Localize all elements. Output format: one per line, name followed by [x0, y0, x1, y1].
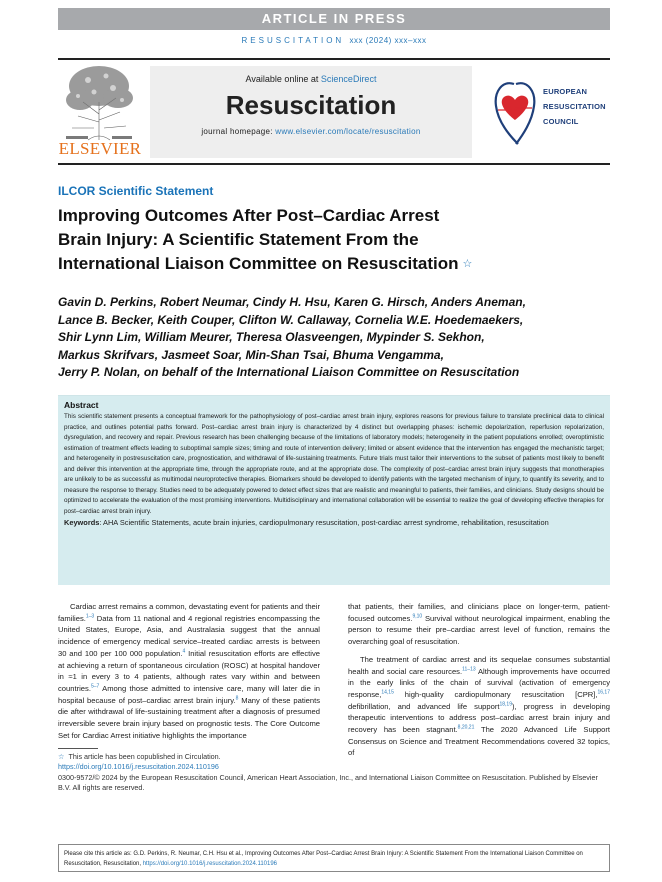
journal-homepage-line: journal homepage: www.elsevier.com/locate/resuscitation	[201, 127, 421, 136]
citation-box	[58, 844, 610, 872]
keywords-label: Keywords	[64, 518, 100, 527]
author-line-3: Shir Lynn Lim, William Meurer, Theresa Olasveengen, Mypinder S. Sekhon,	[58, 330, 485, 344]
citation-ref[interactable]: 8,20,21	[457, 724, 475, 731]
article-in-press-banner: ARTICLE IN PRESS	[58, 8, 610, 30]
running-head-year: xxx (2024) xxx–xxx	[349, 36, 427, 45]
body-column-right	[348, 601, 610, 759]
keywords-line	[64, 518, 604, 528]
journal-header-box	[150, 66, 472, 158]
erc-line-1: EUROPEAN	[543, 87, 588, 96]
running-head-journal: RESUSCITATION	[241, 36, 345, 45]
citation-ref[interactable]: 8	[235, 695, 239, 702]
doi-link[interactable]: https://doi.org/10.1016/j.resuscitation.2024.110196	[58, 762, 219, 772]
body-paragraph-2: The treatment of cardiac arrest and its sequelae consumes substantial health and social care resources.$^{11-13}$ Although improvements have occurred in the early links of the chain of survival (activation of emergency response,$^{14,15}$ high-quality cardiopulmonary resuscitation [CPR],$^{16,17}$ defibrillation, and advanced life support$^{18,19}$), progress in developing therapeutic interventions to address post–cardiac arrest brain injury and recovery has been stagnant.$^{8,20,21}$ The 2020 Advanced Life Support Consensus on Science and Treatment Recommendations covered 32 topics, of	[348, 654, 611, 758]
article-title	[58, 204, 578, 276]
journal-title: Resuscitation	[225, 90, 397, 120]
copublished-note: ☆ This article has been copublished in Circulation.	[58, 752, 221, 761]
title-footnote-star-icon[interactable]: ☆	[462, 258, 473, 270]
author-list	[58, 294, 610, 382]
author-line-1: Gavin D. Perkins, Robert Neumar, Cindy H. Hsu, Karen G. Hirsch, Anders Aneman,	[58, 295, 526, 309]
header-bottom-rule	[58, 163, 610, 165]
body-paragraph-1-continued: that patients, their families, and clinicians place on longer-term, patient-focused outcomes.$^{9,10}$ Survival without neurological impairment, enabling the person to resume their pre–cardiac arrest level of function, remains the overarching goal of resuscitation.	[348, 602, 610, 647]
author-line-2: Lance B. Becker, Keith Couper, Clifton W. Callaway, Cornelia W.E. Hoedemaekers,	[58, 312, 524, 327]
citation-ref[interactable]: 16,17	[597, 689, 610, 696]
running-head	[58, 36, 610, 45]
title-line-2: Brain Injury: A Scientific Statement From the	[58, 230, 419, 249]
abstract-heading: Abstract	[64, 400, 99, 410]
footnotes	[58, 752, 610, 794]
citation-doi-link[interactable]: https://doi.org/10.1016/j.resuscitation.2024.110196	[142, 861, 278, 867]
footnote-star-icon: ☆	[58, 752, 65, 761]
abstract-box	[58, 395, 610, 585]
body-paragraph-1: Cardiac arrest remains a common, devastating event for patients and their families.$^{1-3}$ Data from 11 national and 4 regional registries encompassing the United States, Europe, Asia, and Australasia suggest that the annual incidence of emergency medical service–treated cardiac arrests is between 30 and 100 per 100 000 population.$^4$ Initial resuscitation efforts are effective at achieving a return of spontaneous circulation (ROSC) at hospital handover in ≈1 in every 3 to 4 patients, although rates vary within and between countries.$^{5-7}$ Among those admitted to intensive care, many will later die in hospital because of post–cardiac arrest brain injury.$^8$ Many of these patients die after withdrawal of life-sustaining treatment after a diagnosis of presumed irreversible severe brain injury based on prognostic tests. The Core Outcome Set for Cardiac Arrest initiative highlights the importance	[58, 602, 321, 740]
header-top-rule	[58, 58, 610, 60]
footnote-rule	[58, 748, 98, 749]
erc-line-2: RESUSCITATION	[543, 102, 606, 111]
keywords-text: : AHA Scientific Statements, acute brain injuries, cardiopulmonary resuscitation, post-cardiac arrest syndrome, rehabilitation, resuscitation	[99, 518, 549, 527]
citation-ref[interactable]: 5–7	[90, 683, 100, 690]
title-line-1: Improving Outcomes After Post–Cardiac Arrest	[58, 206, 440, 225]
citation-ref[interactable]: 18,19	[499, 701, 512, 708]
citation-ref[interactable]: 11–13	[462, 665, 476, 672]
copyright-notice: 0300-9572/© 2024 by the European Resuscitation Council, American Heart Association, Inc., and International Liaison Committee on Resuscitation. Published by Elsevier B.V. All rights are reserved.	[58, 772, 598, 793]
author-line-4: Markus Skrifvars, Jasmeet Soar, Min-Shan Tsai, Bhuma Vengamma,	[58, 347, 444, 362]
erc-wordmark	[543, 84, 606, 129]
citation-ref[interactable]: 1–3	[85, 613, 95, 620]
citation-ref[interactable]: 14,15	[381, 689, 394, 696]
elsevier-wordmark: ELSEVIER	[58, 139, 142, 158]
citation-ref[interactable]: 9,10	[412, 613, 423, 620]
availability-line: Available online at ScienceDirect	[245, 74, 377, 84]
body-column-left	[58, 601, 320, 741]
citation-text: Please cite this article as: G.D. Perkins, R. Neumar, C.H. Hsu et al., Improving Outcomes After Post–Cardiac Arrest Brain Injury: A Scientific Statement From the International Liaison Committee on Resuscitation, Resuscitation,	[64, 851, 583, 867]
author-line-5: Jerry P. Nolan, on behalf of the International Liaison Committee on Resuscitation	[58, 365, 520, 379]
title-line-3: International Liaison Committee on Resuscitation	[58, 254, 459, 273]
abstract-text: This scientific statement presents a conceptual framework for the pathophysiology of post–cardiac arrest brain injury, explores reasons for previous failure to translate preclinical data to clinical practice, and outlines potential paths forward. Post–cardiac arrest brain injury is characterized by 4 distinct but overlapping phases: ischemic depolarization, reperfusion repolarization, dysregulation, and recovery and repair. Previous research has been challenging because of the limitations of laboratory models; heterogeneity in the patient populations enrolled; overoptimistic estimation of treatment effects leading to suboptimal sample sizes; timing and route of intervention delivery; limited or absent evidence that the intervention has engaged the mechanistic target; and heterogeneity in postresuscitation care, prognostication, and withdrawal of life-sustaining treatments. Future trials must tailor their interventions to the subset of patients most likely to benefit and deliver this intervention at the appropriate time, through the appropriate route, and at the appropriate dose. The complexity of post–cardiac arrest brain injury suggests that monotherapies are unlikely to be as successful as multimodal neuroprotective therapies. Biomarkers should be developed to identify patients with the targeted mechanism of injury, to quantify its severity, and to measure the response to therapy. Studies need to be adequately powered to detect effect sizes that are realistic and meaningful to patients, their families, and clinicians. Study designs should be optimized to accelerate the evaluation of the most promising interventions. Multidisciplinary and international collaboration will be essential to realize the goal of developing effective therapies for post–cardiac arrest brain injury.	[64, 413, 604, 515]
sciencedirect-link[interactable]: ScienceDirect	[320, 74, 377, 84]
journal-homepage-link[interactable]: www.elsevier.com/locate/resuscitation	[275, 127, 421, 136]
article-type-label: ILCOR Scientific Statement	[58, 184, 214, 198]
erc-line-3: COUNCIL	[543, 117, 579, 126]
citation-ref[interactable]: 4	[182, 648, 186, 655]
